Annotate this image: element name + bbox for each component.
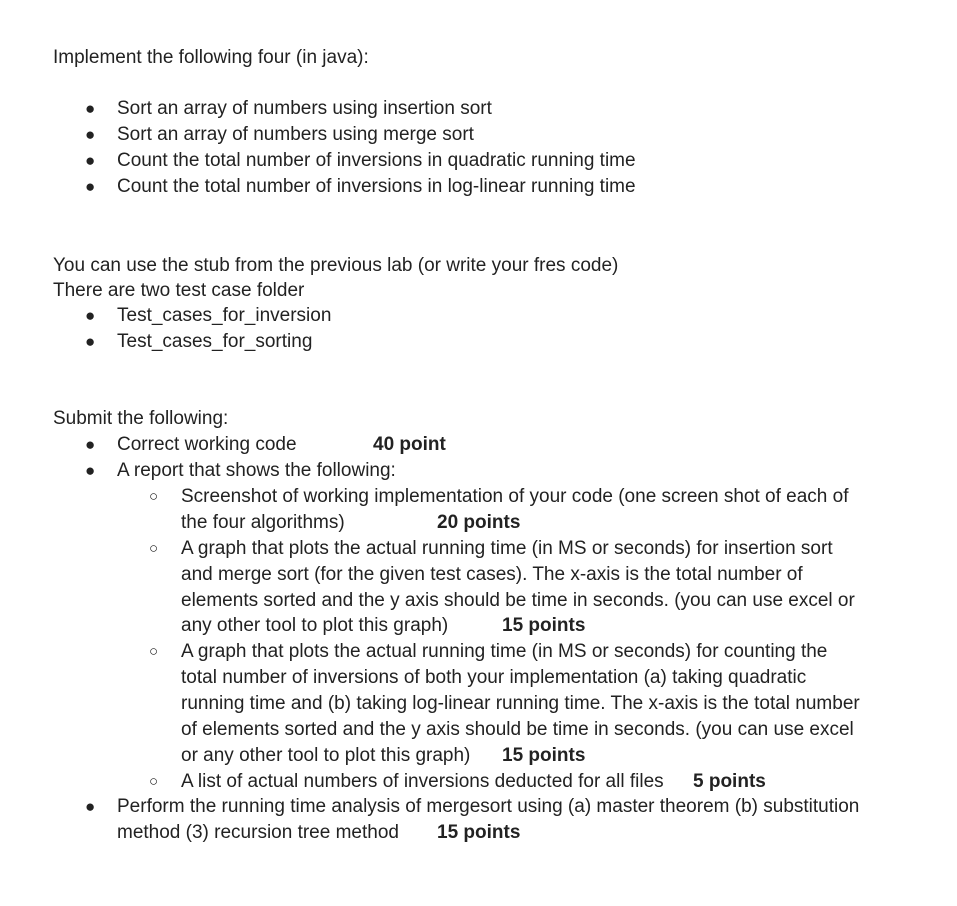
- report-inversion-graph-line: running time and (b) taking log-linear running time. The x-axis is the total number: [181, 693, 860, 714]
- bullet-icon: ●: [85, 306, 96, 325]
- circle-bullet-icon: ○: [149, 773, 159, 790]
- submit-item-report: A report that shows the following:: [117, 460, 396, 481]
- report-sort-graph-line: A graph that plots the actual running time (in MS or seconds) for insertion sort: [181, 538, 833, 559]
- bullet-icon: ●: [85, 461, 96, 480]
- bullet-icon: ●: [85, 177, 96, 196]
- points-inversion-list: 5 points: [693, 771, 766, 792]
- analysis-line: method (3) recursion tree method: [117, 822, 399, 843]
- report-inversion-list: A list of actual numbers of inversions deducted for all files: [181, 771, 664, 792]
- report-sort-graph-line: any other tool to plot this graph): [181, 615, 449, 636]
- submit-heading: Submit the following:: [53, 408, 229, 429]
- bullet-icon: ●: [85, 125, 96, 144]
- analysis-line: Perform the running time analysis of mergesort using (a) master theorem (b) substitution: [117, 796, 860, 817]
- bullet-icon: ●: [85, 332, 96, 351]
- report-screenshot-line: the four algorithms): [181, 512, 345, 533]
- report-sort-graph-line: and merge sort (for the given test cases). The x-axis is the total number of: [181, 564, 803, 585]
- report-inversion-graph-line: or any other tool to plot this graph): [181, 745, 471, 766]
- report-inversion-graph-line: A graph that plots the actual running time (in MS or seconds) for counting the: [181, 641, 828, 662]
- bullet-icon: ●: [85, 151, 96, 170]
- points-screenshot: 20 points: [437, 512, 521, 533]
- intro-item-merge-sort: Sort an array of numbers using merge sort: [117, 124, 474, 145]
- report-screenshot-line: Screenshot of working implementation of your code (one screen shot of each of: [181, 486, 849, 507]
- report-sort-graph-line: elements sorted and the y axis should be time in seconds. (you can use excel or: [181, 590, 855, 611]
- report-inversion-graph-line: total number of inversions of both your implementation (a) taking quadratic: [181, 667, 807, 688]
- circle-bullet-icon: ○: [149, 643, 159, 660]
- circle-bullet-icon: ○: [149, 488, 159, 505]
- report-inversion-graph-line: of elements sorted and the y axis should be time in seconds. (you can use excel: [181, 719, 854, 740]
- intro-item-inversions-quadratic: Count the total number of inversions in quadratic running time: [117, 150, 636, 171]
- stub-line: You can use the stub from the previous lab (or write your fres code): [53, 255, 619, 276]
- folder-inversion: Test_cases_for_inversion: [117, 305, 332, 326]
- submit-item-code: Correct working code: [117, 434, 297, 455]
- points-sort-graph: 15 points: [502, 615, 586, 636]
- points-inversion-graph: 15 points: [502, 745, 586, 766]
- circle-bullet-icon: ○: [149, 540, 159, 557]
- test-folder-line: There are two test case folder: [53, 280, 305, 301]
- bullet-icon: ●: [85, 99, 96, 118]
- points-code: 40 point: [373, 434, 446, 455]
- bullet-icon: ●: [85, 797, 96, 816]
- bullet-icon: ●: [85, 435, 96, 454]
- intro-heading: Implement the following four (in java):: [53, 47, 369, 68]
- intro-item-insertion-sort: Sort an array of numbers using insertion sort: [117, 98, 492, 119]
- folder-sorting: Test_cases_for_sorting: [117, 331, 313, 352]
- points-analysis: 15 points: [437, 822, 521, 843]
- intro-item-inversions-loglinear: Count the total number of inversions in log-linear running time: [117, 176, 636, 197]
